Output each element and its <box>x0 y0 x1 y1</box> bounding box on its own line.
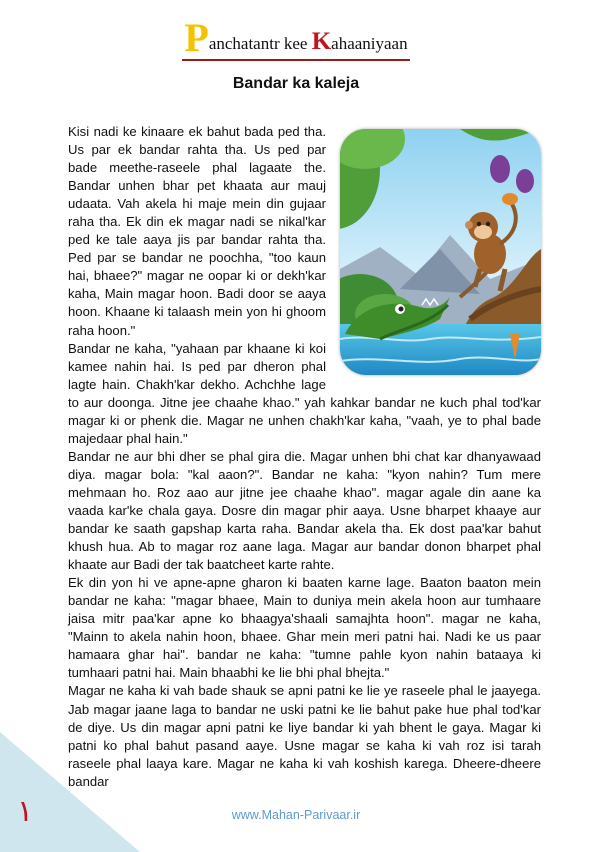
story-paragraph: Bandar ne aur bhi dher se phal gira die. Magar unhen bhi chat kar dhanyawaad diya. magar bola: "kal aaon?". Bandar ne kaha: "kyon nahin? Tum mere mehmaan ho. Roz aao aur jitne jee chaahe khao". magar agale din aane ka vaada kar'ke chala gaya. Dosre din magar phir aaya. Usne bharpet khaaye aur bandar ke saath gapshap karta raha. Bandar akela tha. Ek dost paa'kar bahut khush hua. Ab to magar roz aane laga. Magar aur bandar donon bharpet phal khaate aur Badi der tak baatcheet karte rahte. <box>68 448 541 573</box>
footer-website-link[interactable]: www.Mahan-Parivaar.ir <box>231 808 361 822</box>
header-initial-p: P <box>184 15 209 60</box>
story-body <box>68 123 541 791</box>
book-header <box>0 15 592 61</box>
header-word-rest-2: ahaaniyaan <box>331 34 408 53</box>
header-word-rest-1: anchatantr kee <box>208 34 312 53</box>
book-title-underlined <box>182 15 409 61</box>
page-number: ١ <box>17 794 34 829</box>
story-paragraph: Kisi nadi ke kinaare ek bahut bada ped tha. Us par ek bandar rahta tha. Us ped par bade meethe-raseele phal lagaate the. Bandar unhen bhar pet khaata aur mauj udaata. Vah akela hi maje mein din gujaar raha tha. Ek din ek magar nadi se nikal'kar ped ke tale aaya jis par bandar rahta tha. Ped par se bandar ne poochha, "too kaun hai, bhaee?" magar ne oopar ki or dekh'kar kaha, Main magar hoon. Badi door se aaya hoon. Khaane ki talaash mein yon hi ghoom raha hoon." <box>68 124 326 338</box>
story-title: Bandar ka kaleja <box>232 75 360 92</box>
story-paragraph: Ek din yon hi ve apne-apne gharon ki baaten karne lage. Baaton baaton mein bandar ne kaha: "magar bhaee, Main to duniya mein akela hoon aur tumhaare jaisa mitr paa'kar apne ko bhaagya'shaali samajhta hoon". magar ne kaha, "Mainn to akela nahin hoon, bhaee. Ghar mein meri patni hai. Nadi ke us paar hamaara ghar hai". bandar ne kaha: "tumne pahle kyon nahin bataaya ki tumhaari patni hai. Main bhaabhi ke lie bhi phal bhejta." <box>68 575 541 681</box>
story-paragraph: Bandar ne kaha, "yahaan par khaane ki koi kamee nahin hai. Is ped par dheron phal lagte hain. Chakh'kar dekho. Achchhe lage to aur doonga. Jitne jee chaahe khao." yah kahkar bandar ne kuch phal tod'kar magar ki or phenk die. Magar ne unhen chakh'kar kaha, "vaah, ye to phal bade majedaar phal hain." <box>68 340 541 446</box>
header-initial-k: K <box>311 28 332 55</box>
story-paragraph: Magar ne kaha ki vah bade shauk se apni patni ke lie ye raseele phal le jaayega. Jab magar jaane laga to bandar ne uski patni ke lie bahut pake hue phal tod'kar de diye. Us din magar apni patni ke liye bandar ki yah bhent le gaya. Magar ki patni ko phal bahut pasand aaye. Usne magar se kaha ki vah roz isi tarah raseele phal laaya kare. Magar ne kaha ki vah koshish karega. Dheere-dheere bandar <box>68 683 541 789</box>
monkey-crocodile-illustration <box>340 129 541 375</box>
